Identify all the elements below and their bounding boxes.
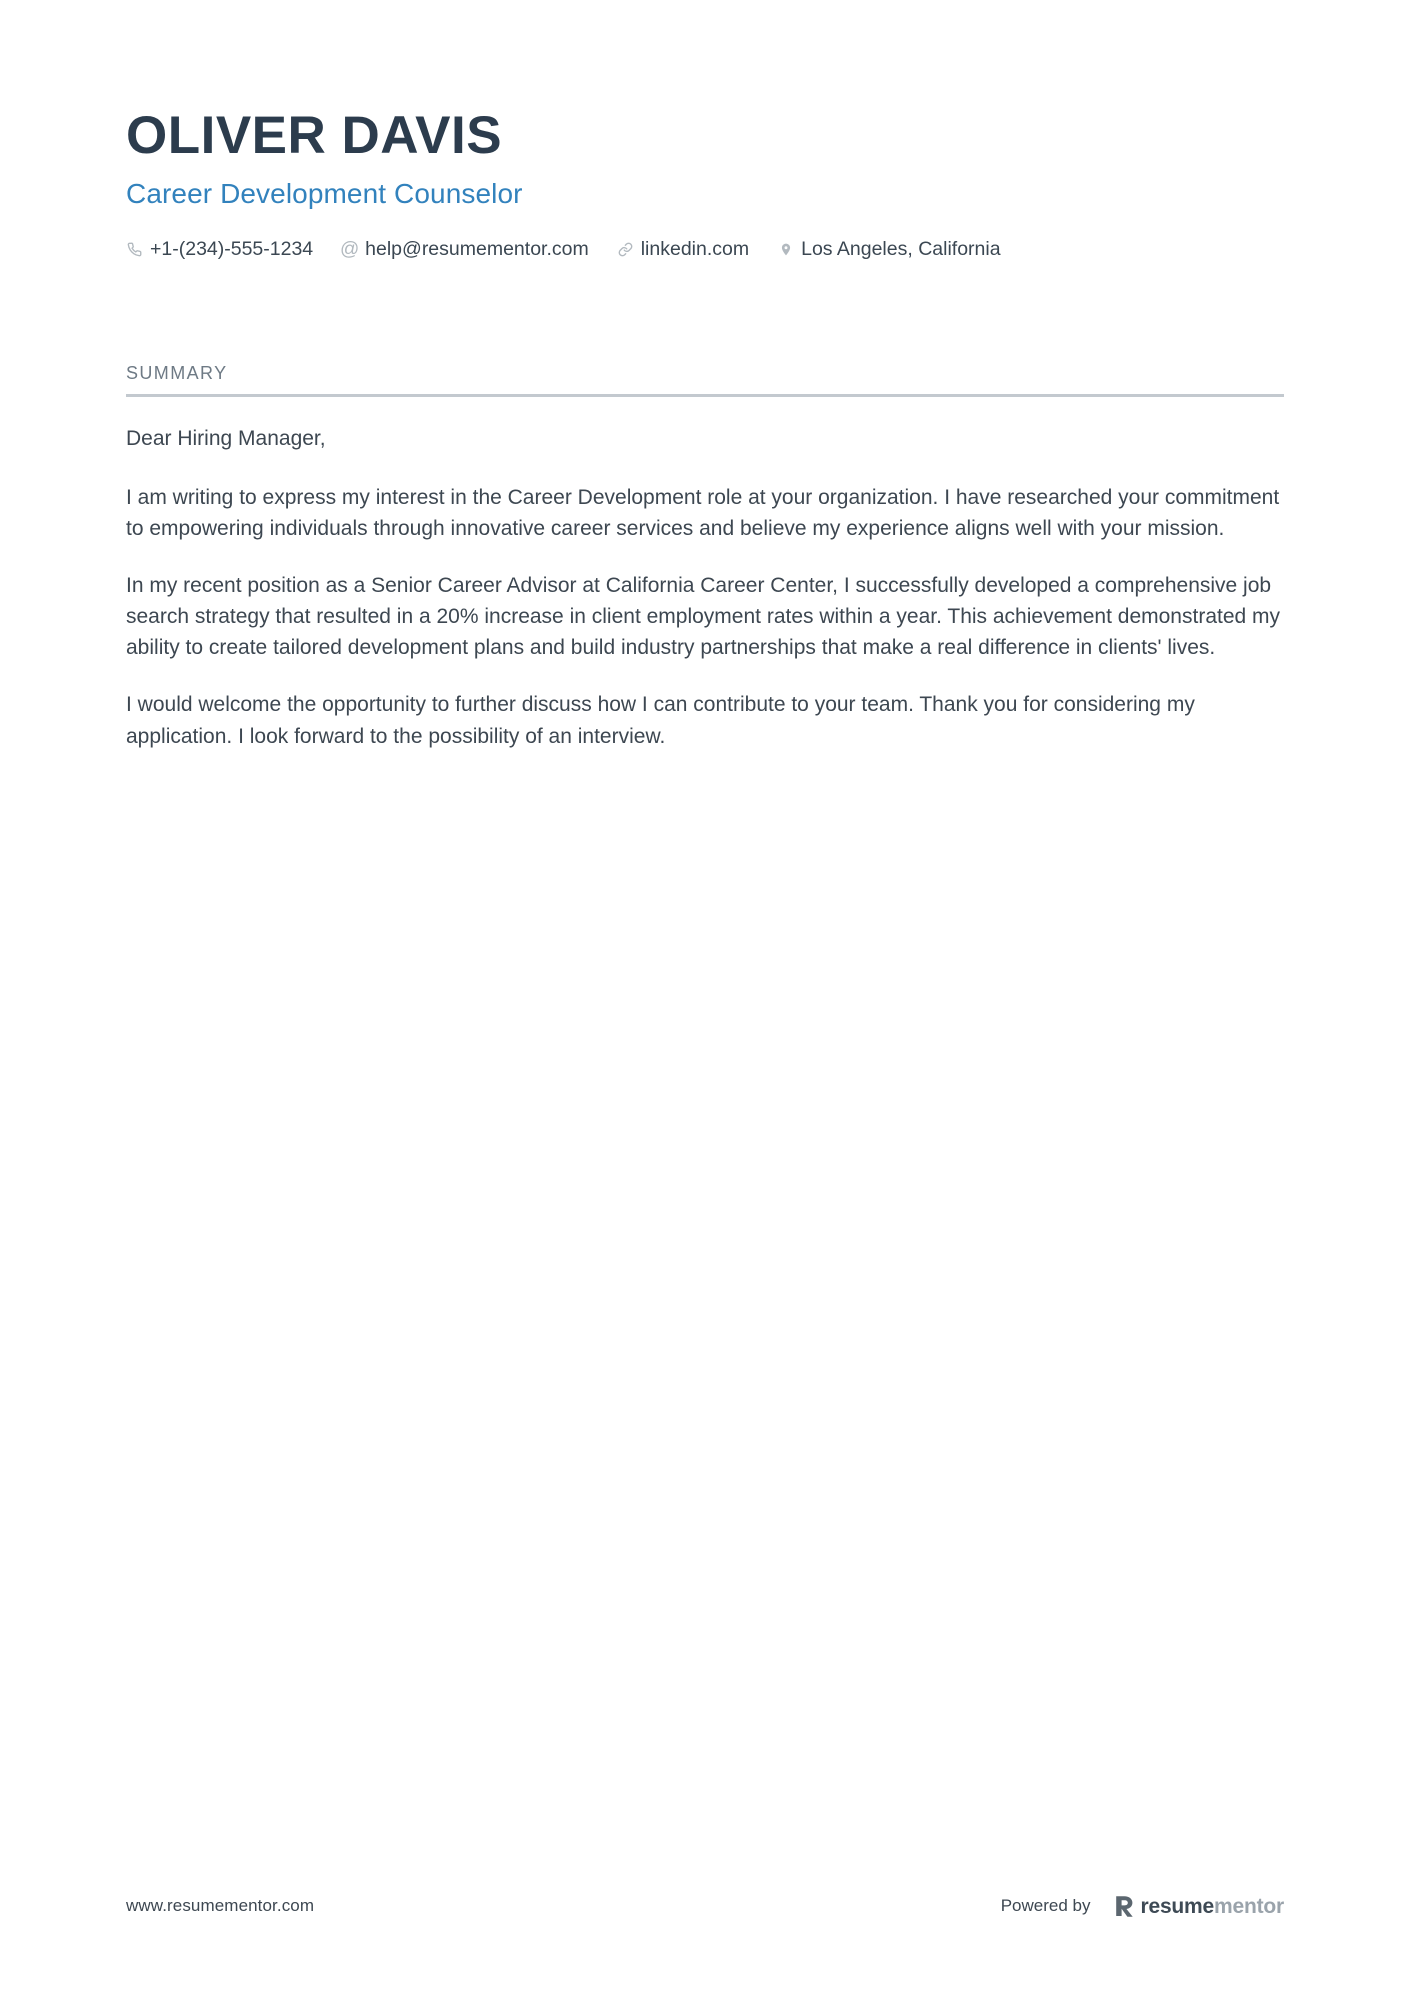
link-icon	[617, 241, 634, 258]
brand-name-bold: resume	[1140, 1894, 1215, 1918]
letter-paragraph-2: In my recent position as a Senior Career Advisor at California Career Center, I successfully developed a comprehensive job search strategy that resulted in a 20% increase in client employment rates within a year. This achievement demonstrated my ability to create tailored development plans and build industry partnerships that make a real difference in clients' lives.	[126, 574, 1281, 660]
cover-letter-body	[126, 423, 1284, 752]
footer-branding	[1001, 1895, 1284, 1917]
contact-phone-text: +1-(234)-555-1234	[150, 238, 314, 261]
phone-icon	[126, 241, 143, 258]
brand-name-light: mentor	[1214, 1894, 1284, 1918]
letter-salutation: Dear Hiring Manager,	[126, 427, 326, 450]
letter-paragraph-3: I would welcome the opportunity to further discuss how I can contribute to your team. Thank you for considering my application. I look forward to the possibility of an interview.	[126, 693, 1195, 748]
resumementor-logo	[1115, 1895, 1285, 1917]
resumementor-r-mark-icon	[1115, 1895, 1134, 1917]
contact-phone	[126, 240, 313, 260]
candidate-name: OLIVER DAVIS	[126, 106, 503, 165]
contact-location	[777, 240, 1000, 260]
contact-linkedin-text: linkedin.com	[640, 238, 750, 261]
contact-email-text: help@resumementor.com	[365, 238, 589, 261]
contact-info-row	[126, 240, 1284, 260]
document-footer	[0, 1889, 1410, 1923]
map-pin-icon	[777, 241, 794, 258]
email-at-icon: @	[340, 239, 360, 261]
section-divider	[126, 394, 1284, 397]
candidate-job-title: Career Development Counselor	[126, 177, 523, 209]
contact-location-text: Los Angeles, California	[801, 238, 1001, 261]
brand-wordmark	[1141, 1896, 1285, 1917]
letter-paragraph-1: I am writing to express my interest in the Career Development role at your organization. I have researched your commitment to empowering individuals through innovative career services and believe my experience aligns well with your mission.	[126, 486, 1280, 541]
document-header	[126, 108, 1284, 260]
contact-linkedin	[617, 240, 749, 260]
footer-website-url: www.resumementor.com	[126, 1896, 315, 1915]
summary-section	[126, 363, 1284, 752]
summary-section-heading: SUMMARY	[126, 363, 228, 383]
contact-email	[341, 240, 589, 260]
powered-by-label: Powered by	[1000, 1896, 1091, 1915]
